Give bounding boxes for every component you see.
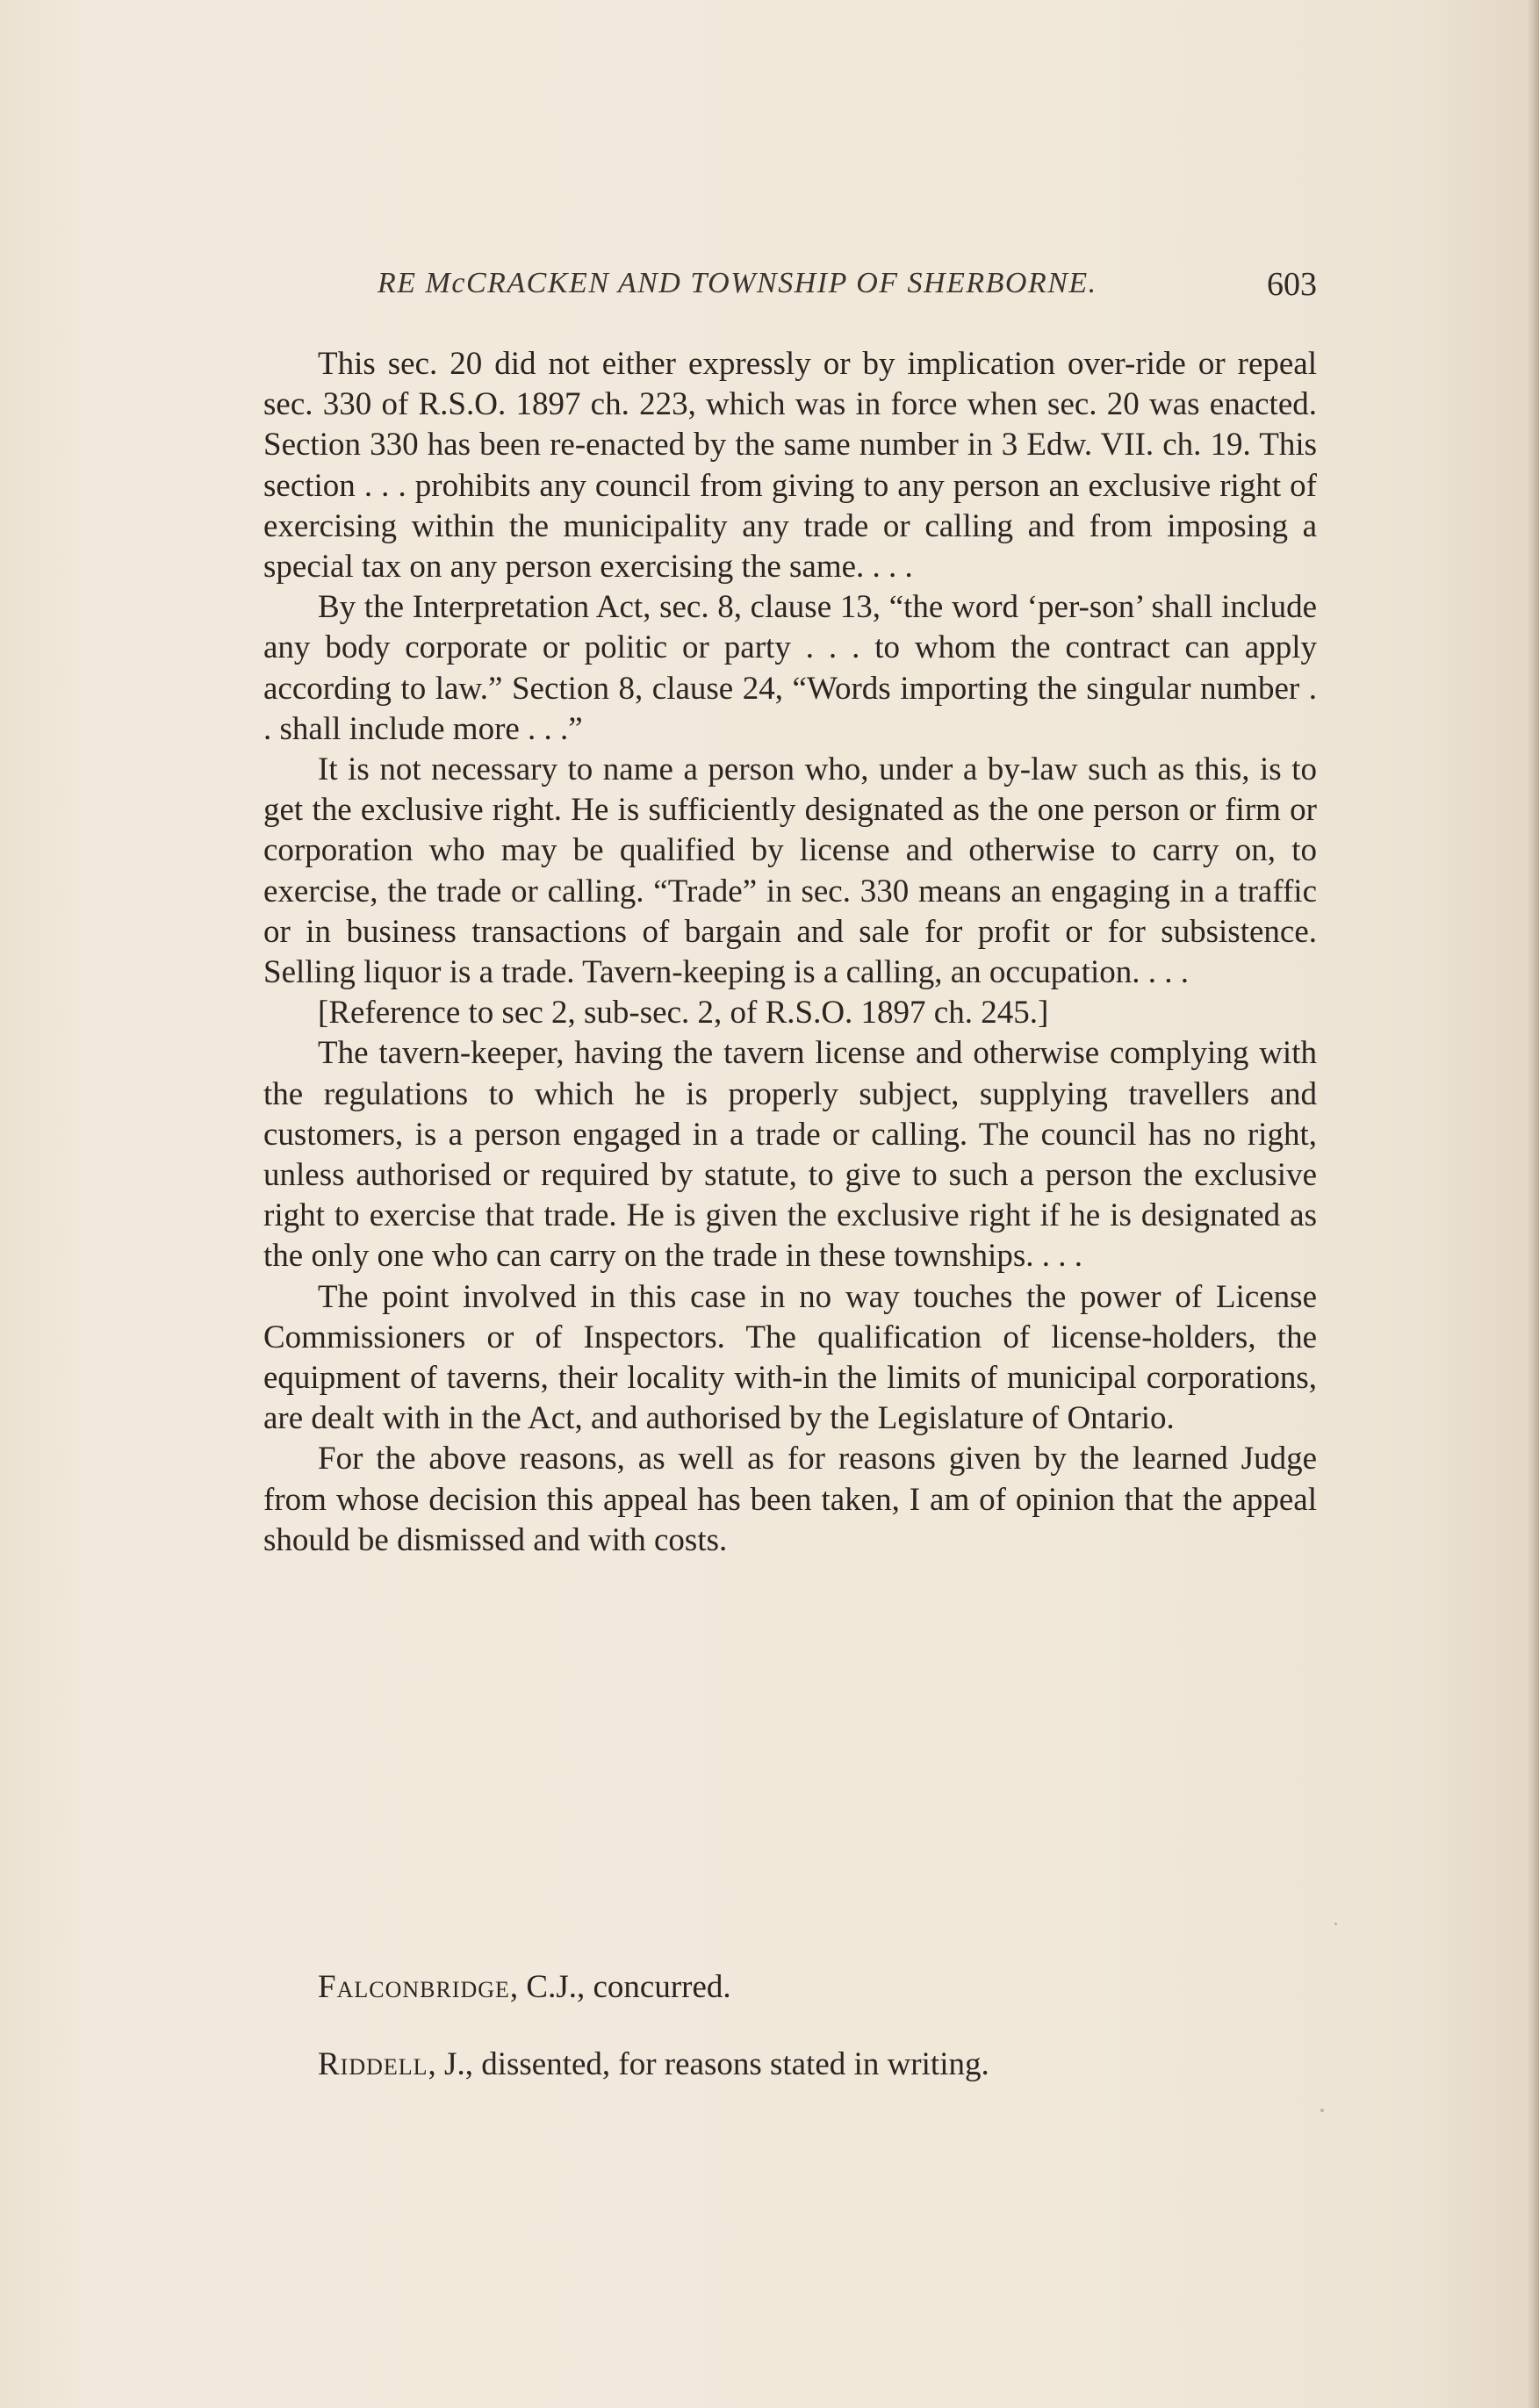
- concurrence-text: , C.J., concurred.: [509, 1969, 731, 2005]
- page-number: 603: [1267, 266, 1317, 303]
- concurrence-falconbridge: [318, 1967, 731, 2008]
- page-header: [263, 256, 1317, 309]
- paper-speck: [1320, 2109, 1324, 2112]
- running-title: RE McCRACKEN AND TOWNSHIP OF SHERBORNE.: [378, 267, 1097, 299]
- paragraph: By the Interpretation Act, sec. 8, clause 13, “the word ‘per-son’ shall include any body corporate or politic or party . . . to whom the contract can apply according to law.” Section 8, clause 24, “Words importing the singular number . . shall include more . . .”: [263, 589, 1317, 747]
- judge-name: Falconbridge: [318, 1969, 510, 2005]
- dissent-text: , J., dissented, for reasons stated in writing.: [428, 2046, 989, 2082]
- page-binding-edge: [1527, 0, 1539, 2408]
- dissent-riddell: [318, 2045, 989, 2085]
- paper-speck: [1334, 1923, 1337, 1925]
- paragraph: [Reference to sec 2, sub-sec. 2, of R.S.O. 1897 ch. 245.]: [318, 995, 1049, 1031]
- paragraph: It is not necessary to name a person who, under a by-law such as this, is to get the exclusive right. He is sufficiently designated as the one person or firm or corporation who may be qualified by license and otherwise to carry on, to exercise, the trade or calling. “Trade” in sec. 330 means an engaging in a traffic or in business transactions of bargain and sale for profit or for subsistence. Selling liquor is a trade. Tavern-keeping is a calling, an occupation. . . .: [263, 751, 1317, 991]
- judge-name: Riddell: [318, 2046, 428, 2082]
- body-text: [263, 344, 1317, 1561]
- paragraph: For the above reasons, as well as for reasons given by the learned Judge from whose decision this appeal has been taken, I am of opinion that the appeal should be dismissed and with costs.: [263, 1441, 1317, 1558]
- paragraph: The tavern-keeper, having the tavern license and otherwise complying with the regulations to which he is properly subject, supplying travellers and customers, is a person engaged in a trade or calling. The council has no right, unless authorised or required by statute, to give to such a person the exclusive right to exercise that trade. He is given the exclusive right if he is designated as the only one who can carry on the trade in these townships. . . .: [263, 1035, 1317, 1275]
- paragraph: This sec. 20 did not either expressly or by implication over-ride or repeal sec. 330 of R.S.O. 1897 ch. 223, which was in force when sec. 20 was enacted. Section 330 has been re-enacted by the same number in 3 Edw. VII. ch. 19. This section . . . prohibits any council from giving to any person an exclusive right of exercising within the municipality any trade or calling and from imposing a special tax on any person exercising the same. . . .: [263, 346, 1317, 586]
- paragraph: The point involved in this case in no way touches the power of License Commissioners or of Inspectors. The qualification of license-holders, the equipment of taverns, their locality with-in the limits of municipal corporations, are dealt with in the Act, and authorised by the Legislature of Ontario.: [263, 1278, 1317, 1437]
